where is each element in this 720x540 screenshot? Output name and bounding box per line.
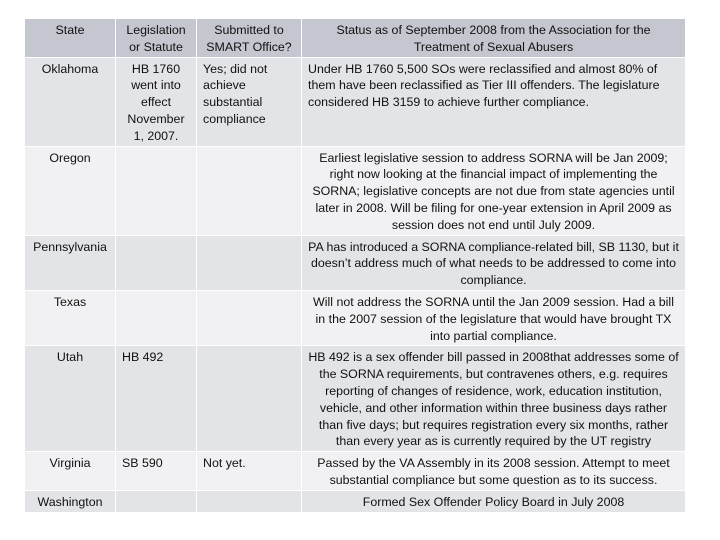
table-row (25, 490, 686, 512)
cell-legislation: HB 492 (116, 346, 197, 452)
cell-legislation (116, 490, 197, 512)
cell-status: Earliest legislative session to address SORNA will be Jan 2009; right now looking at the financial impact of implementing the SORNA; legislative concepts are not due from state agencies until later in 2008. Will be filing for one-year extension in April 2009 as session does not end until July 2009. (302, 146, 686, 235)
cell-legislation: SB 590 (116, 452, 197, 491)
cell-legislation (116, 235, 197, 290)
cell-status: HB 492 is a sex offender bill passed in 2008that addresses some of the SORNA requirements, but contravenes others, e.g. requires reporting of changes of residence, work, education institution, vehicle, and other information within three business days rather than five days; but requires registration every six months, rather than every year as is currently required by the UT registry (302, 346, 686, 452)
cell-state: Pennsylvania (25, 235, 116, 290)
cell-state: Virginia (25, 452, 116, 491)
cell-submitted (197, 146, 302, 235)
cell-submitted (197, 290, 302, 345)
table-row (25, 290, 686, 345)
cell-legislation: HB 1760 went into effect November 1, 2007. (116, 57, 197, 146)
header-state: State (25, 19, 116, 58)
cell-submitted (197, 490, 302, 512)
table-header-row (25, 19, 686, 58)
header-status: Status as of September 2008 from the Association for the Treatment of Sexual Abusers (302, 19, 686, 58)
table-row (25, 57, 686, 146)
table-row (25, 346, 686, 452)
cell-state: Utah (25, 346, 116, 452)
cell-state: Oklahoma (25, 57, 116, 146)
cell-submitted: Not yet. (197, 452, 302, 491)
cell-submitted (197, 346, 302, 452)
table-row (25, 452, 686, 491)
cell-legislation (116, 146, 197, 235)
cell-state: Oregon (25, 146, 116, 235)
table-row (25, 146, 686, 235)
header-submitted: Submitted to SMART Office? (197, 19, 302, 58)
cell-legislation (116, 290, 197, 345)
cell-status: Formed Sex Offender Policy Board in July 2008 (302, 490, 686, 512)
cell-status: PA has introduced a SORNA compliance-related bill, SB 1130, but it doesn’t address much of what needs to be addressed to come into compliance. (302, 235, 686, 290)
sorna-status-table (24, 18, 686, 513)
cell-status: Will not address the SORNA until the Jan 2009 session. Had a bill in the 2007 session of the legislature that would have brought TX into partial compliance. (302, 290, 686, 345)
table-row (25, 235, 686, 290)
cell-state: Washington (25, 490, 116, 512)
cell-submitted: Yes; did not achieve substantial compliance (197, 57, 302, 146)
cell-status: Passed by the VA Assembly in its 2008 session. Attempt to meet substantial compliance but some question as to its success. (302, 452, 686, 491)
cell-state: Texas (25, 290, 116, 345)
cell-status: Under HB 1760 5,500 SOs were reclassified and almost 80% of them have been reclassified as Tier III offenders. The legislature considered HB 3159 to achieve further compliance. (302, 57, 686, 146)
cell-submitted (197, 235, 302, 290)
header-legislation: Legislation or Statute (116, 19, 197, 58)
